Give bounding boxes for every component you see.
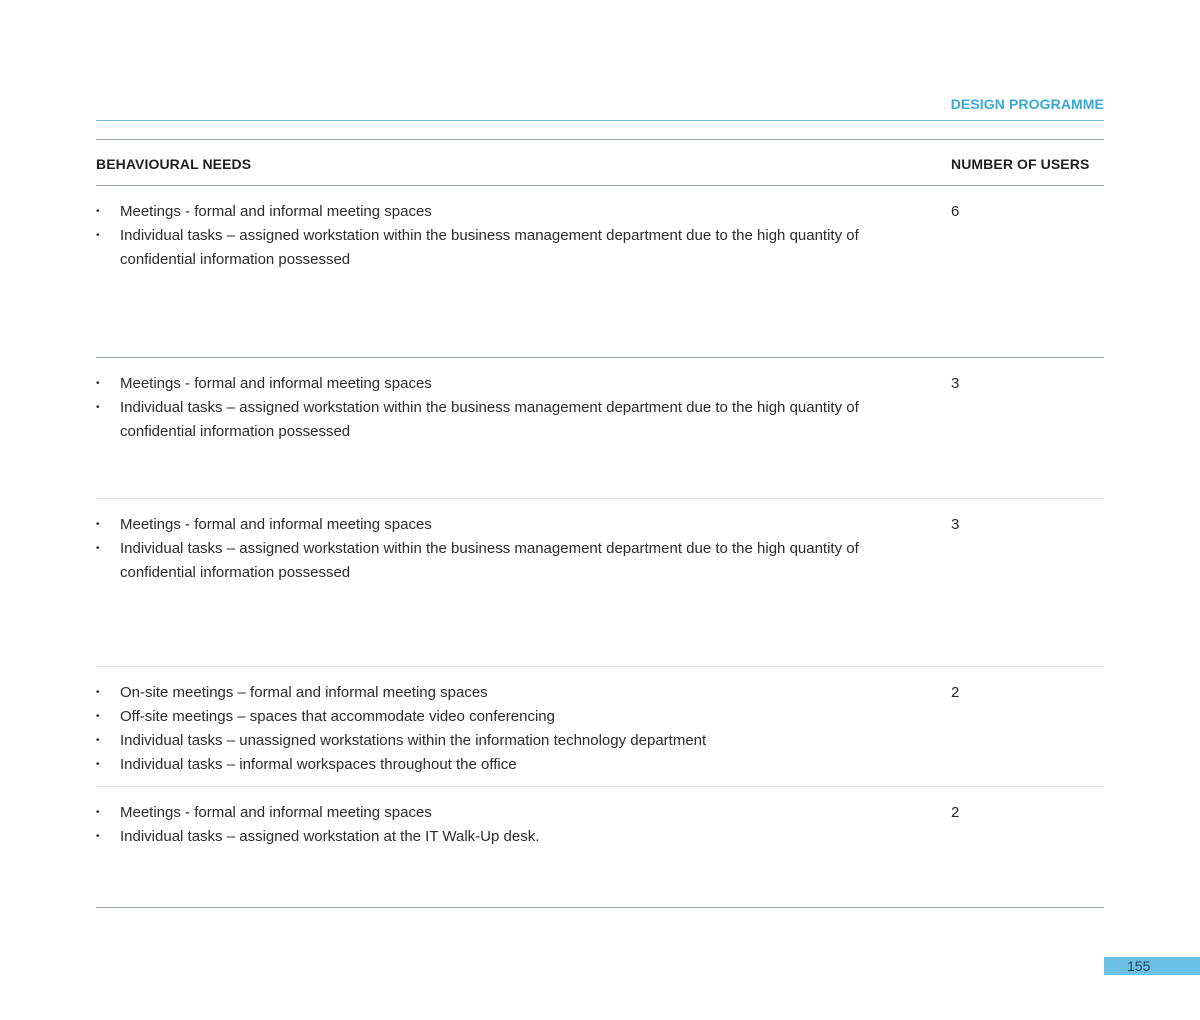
list-item	[96, 801, 926, 825]
need-text: Individual tasks – assigned workstation within the business management department due to the high quantity of confidential information possessed	[120, 540, 859, 581]
list-item	[96, 537, 926, 585]
user-count: 2	[951, 804, 960, 821]
need-text: On-site meetings – formal and informal meeting spaces	[120, 684, 488, 701]
needs-list	[96, 372, 926, 444]
list-item	[96, 372, 926, 396]
bullet-icon: •	[96, 519, 100, 530]
table-row	[96, 358, 1104, 499]
behavioural-needs-table	[96, 139, 1104, 908]
list-item	[96, 224, 926, 272]
bullet-icon: •	[96, 735, 100, 746]
table-header	[96, 140, 1104, 186]
needs-list	[96, 681, 926, 777]
list-item	[96, 681, 926, 705]
bullet-icon: •	[96, 831, 100, 842]
column-header-users: NUMBER OF USERS	[951, 156, 1090, 172]
bullet-icon: •	[96, 378, 100, 389]
need-text: Meetings - formal and informal meeting spaces	[120, 375, 432, 392]
need-text: Individual tasks – informal workspaces throughout the office	[120, 756, 517, 773]
list-item	[96, 753, 926, 777]
bullet-icon: •	[96, 711, 100, 722]
need-text: Individual tasks – assigned workstation within the business management department due to the high quantity of confidential information possessed	[120, 227, 859, 268]
need-text: Individual tasks – assigned workstation within the business management department due to the high quantity of confidential information possessed	[120, 399, 859, 440]
user-count: 6	[951, 203, 960, 220]
need-text: Individual tasks – assigned workstation at the IT Walk-Up desk.	[120, 828, 540, 845]
list-item	[96, 513, 926, 537]
need-text: Off-site meetings – spaces that accommodate video conferencing	[120, 708, 555, 725]
need-text: Meetings - formal and informal meeting spaces	[120, 804, 432, 821]
bullet-icon: •	[96, 402, 100, 413]
needs-list	[96, 513, 926, 585]
header-divider	[96, 120, 1104, 121]
list-item	[96, 825, 926, 849]
list-item	[96, 705, 926, 729]
user-count: 3	[951, 516, 960, 533]
section-title: DESIGN PROGRAMME	[950, 96, 1104, 112]
bullet-icon: •	[96, 543, 100, 554]
bullet-icon: •	[96, 687, 100, 698]
list-item	[96, 729, 926, 753]
need-text: Meetings - formal and informal meeting spaces	[120, 203, 432, 220]
column-header-needs: BEHAVIOURAL NEEDS	[96, 156, 252, 172]
table-row	[96, 186, 1104, 358]
table-row	[96, 787, 1104, 908]
user-count: 3	[951, 375, 960, 392]
bullet-icon: •	[96, 206, 100, 217]
needs-list	[96, 801, 926, 849]
user-count: 2	[951, 684, 960, 701]
list-item	[96, 396, 926, 444]
table-row	[96, 667, 1104, 787]
needs-list	[96, 200, 926, 272]
need-text: Individual tasks – unassigned workstations within the information technology department	[120, 732, 707, 749]
bullet-icon: •	[96, 230, 100, 241]
table-row	[96, 499, 1104, 667]
page-number: 155	[1104, 957, 1200, 975]
need-text: Meetings - formal and informal meeting spaces	[120, 516, 432, 533]
bullet-icon: •	[96, 807, 100, 818]
bullet-icon: •	[96, 759, 100, 770]
list-item	[96, 200, 926, 224]
